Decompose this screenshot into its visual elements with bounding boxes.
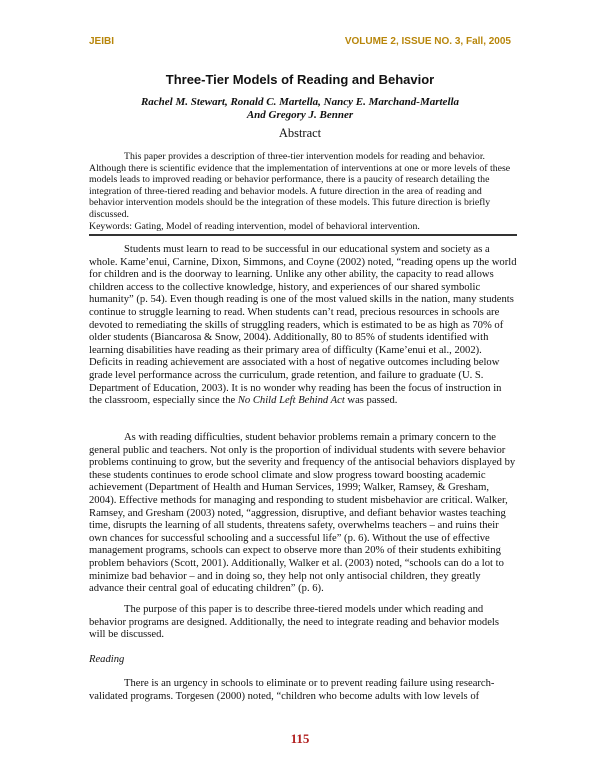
authors-line-2: And Gregory J. Benner: [246, 108, 354, 121]
abstract-heading: Abstract: [278, 126, 322, 140]
p1-end-text: was passed.: [344, 395, 398, 407]
body-paragraph-1: [89, 244, 517, 408]
paper-title: Three-Tier Models of Reading and Behavior: [165, 72, 435, 87]
section-heading-reading: Reading: [89, 654, 125, 665]
body-paragraph-2: As with reading difficulties, student behavior problems remain a primary concern to the general public and teachers. Not only is the proportion of individual students with severe behavior problems continuing to grow, but the severity and frequency of the antisocial behaviors displayed by these students continues to erode school climate and slow progress toward boosting academic achievement (Department of Health and Human Services, 1999; Walker, Ramsey, & Gresham, 2004). Effective methods for managing and responding to student misbehavior are critical. Walker, Ramsey, and Gresham (2003) noted, “aggression, disruptive, and defiant behavior wastes teaching time, disrupts the learning of all students, threatens safety, overwhelms teachers – and ruins their own chances for successful schooling and a successful life” (p. 6). Without the use of effective management programs, schools can expect to observe more than 20% of their students exhibiting problem behaviors (Scott, 2001). Additionally, Walker et al. (2003) noted, “schools can do a lot to minimize bad behavior – and in doing so, they help not only antisocial children, they greatly advance their central goal of educating children” (p. 6).: [89, 432, 516, 595]
body-paragraph-3: The purpose of this paper is to describe three-tiered models under which reading and behavior programs are designed. Additionally, the need to integrate reading and behavior models will be discussed.: [89, 604, 499, 641]
volume-issue: VOLUME 2, ISSUE NO. 3, Fall, 2005: [344, 36, 511, 47]
keywords: Keywords: Gating, Model of reading intervention, model of behavioral intervention.: [89, 220, 420, 232]
body-paragraph-4: There is an urgency in schools to eliminate or to prevent reading failure using research-validated programs. Torgesen (2000) noted, “children who become adults with low levels of: [89, 678, 495, 702]
abstract-text: This paper provides a description of three-tier intervention models for reading and behavior. Although there is scientific evidence that the implementation of interventions at one or more levels of these models leads to improved reading or behavior performance, there is a paucity of research detailing the integration of three-tiered reading and behavior models. A future direction in the area of reading and behavior intervention models should be the integration of these models. This future direction is briefly discussed.: [89, 151, 511, 220]
authors: [0, 96, 600, 121]
abstract-body: [89, 151, 517, 232]
page-number: 115: [290, 731, 310, 746]
p1-act-title: No Child Left Behind Act: [237, 395, 345, 407]
abstract-divider: [89, 234, 517, 236]
authors-line-1: Rachel M. Stewart, Ronald C. Martella, Nancy E. Marchand-Martella: [140, 96, 460, 108]
journal-name: JEIBI: [89, 36, 115, 47]
p1-main-text: Students must learn to read to be successful in our educational system and society as a whole. Kame’enui, Carnine, Dixon, Simmons, and Coyne (2002) noted, “reading opens up the world for children and is the doorway to learning. Unlike any other ability, the capacity to read allows children access to the collective knowledge, history, and experiences of our shared symbolic humanity” (p. 54). Even though reading is one of the most valued skills in the nation, many students continue to struggle learning to read. When students can’t read, precious resources in schools are devoted to remediating the skills of struggling readers, which is estimated to be as high as 70% of older students (Biancarosa & Snow, 2004). Additionally, 80 to 85% of students identified with learning disabilities have reading as their primary area of difficulty (Kame’enui et al., 2002). Deficits in reading achievement are associated with a host of negative outcomes including below grade level performance across the curriculum, grade retention, and failure to graduate (U. S. Department of Education, 2003). It is no wonder why reading has been the focus of instruction in the classroom, especially since the: [89, 244, 517, 407]
